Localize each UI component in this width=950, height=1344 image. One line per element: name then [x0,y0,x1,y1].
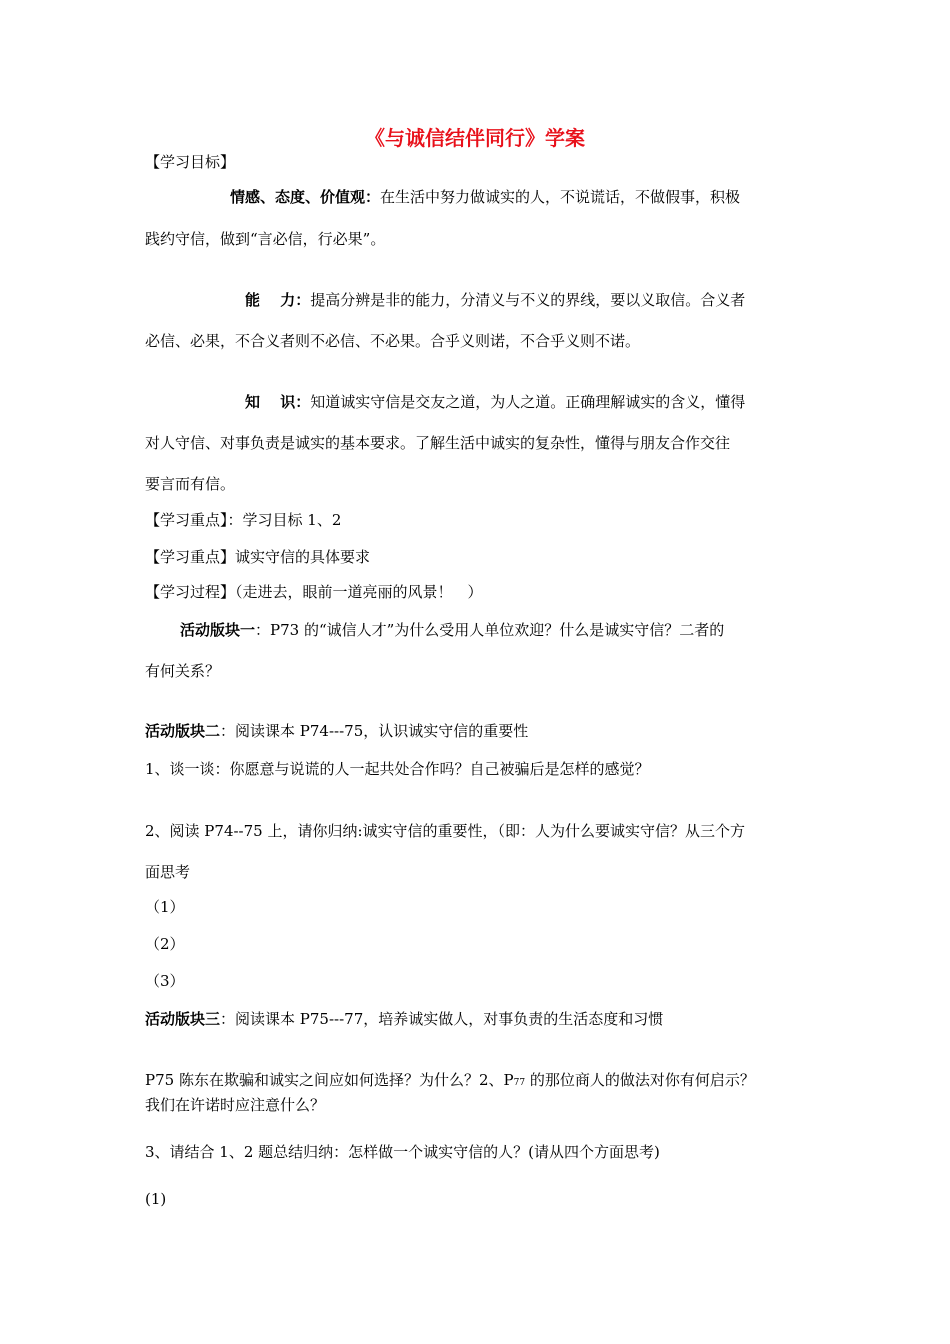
emotion-line-1 [230,187,810,207]
knowledge-label: 知 识： [245,393,311,411]
knowledge-line-3: 要言而有信。 [145,475,236,493]
difficult-points: 【学习重点】诚实守信的具体要求 [145,548,371,566]
activity1-label: 活动版块一 [180,621,256,639]
activity3-item-1: (1) [145,1190,167,1208]
activity3-text: ：阅读课本 P75---77，培养诚实做人，对事负责的生活态度和习惯 [220,1010,664,1028]
activity3-q1-part-a: P75 陈东在欺骗和诚实之间应如何选择？为什么？2、P [145,1071,514,1089]
activity3-q1-line-1 [145,1070,810,1093]
activity2-label: 活动版块二 [145,722,221,740]
emotion-label: 情感、态度、价值观： [230,188,381,206]
activity1-line-1 [180,620,810,640]
activity1-text-1: ：P73 的“诚信人才”为什么受用人单位欢迎？什么是诚实守信？二者的 [255,621,725,639]
activity2-item-3: （3） [145,972,185,990]
activity2-q1: 1、谈一谈：你愿意与说谎的人一起共处合作吗？自己被骗后是怎样的感觉？ [145,760,650,778]
activity3-q3: 3、请结合 1、2 题总结归纳：怎样做一个诚实守信的人？(请从四个方面思考) [145,1143,660,1161]
knowledge-text-1: 知道诚实守信是交友之道，为人之道。正确理解诚实的含义，懂得 [310,393,746,411]
activity2-q2-line-2: 面思考 [145,863,191,881]
activity2-item-1: （1） [145,898,185,916]
activity3-q1-subscript: 77 [513,1078,526,1088]
activity2-text: ：阅读课本 P74---75，认识诚实守信的重要性 [220,722,529,740]
emotion-line-2: 践约守信，做到“言必信，行必果”。 [145,230,386,248]
activity3-q1-line-2: 我们在许诺时应注意什么？ [145,1096,326,1114]
ability-line-2: 必信、必果，不合义者则不必信、不必果。合乎义则诺，不合乎义则不诺。 [145,332,641,350]
activity2-q2-line-1: 2、阅读 P74--75 上，请你归纳:诚实守信的重要性，（即：人为什么要诚实守信？从三个方 [145,822,746,840]
page-title: 《与诚信结伴同行》学案 [365,126,585,150]
ability-label: 能 力： [245,291,311,309]
activity2-item-2: （2） [145,935,185,953]
activity2-line [145,721,810,741]
knowledge-line-1 [245,392,810,412]
ability-line-1 [245,290,810,310]
objectives-heading: 【学习目标】 [145,153,236,171]
activity3-line [145,1009,810,1029]
emotion-text-1: 在生活中努力做诚实的人，不说谎话，不做假事，积极 [380,188,741,206]
learning-process: 【学习过程】（走进去，眼前一道亮丽的风景！ ） [145,583,483,601]
activity3-q1-part-b: 的那位商人的做法对你有何启示？ [525,1071,755,1089]
key-points: 【学习重点】：学习目标 1、2 [145,511,342,529]
knowledge-line-2: 对人守信、对事负责是诚实的基本要求。了解生活中诚实的复杂性，懂得与朋友合作交往 [145,434,731,452]
activity3-label: 活动版块三 [145,1010,221,1028]
ability-text-1: 提高分辨是非的能力，分清义与不义的界线，要以义取信。合义者 [310,291,746,309]
activity1-line-2: 有何关系？ [145,662,221,680]
